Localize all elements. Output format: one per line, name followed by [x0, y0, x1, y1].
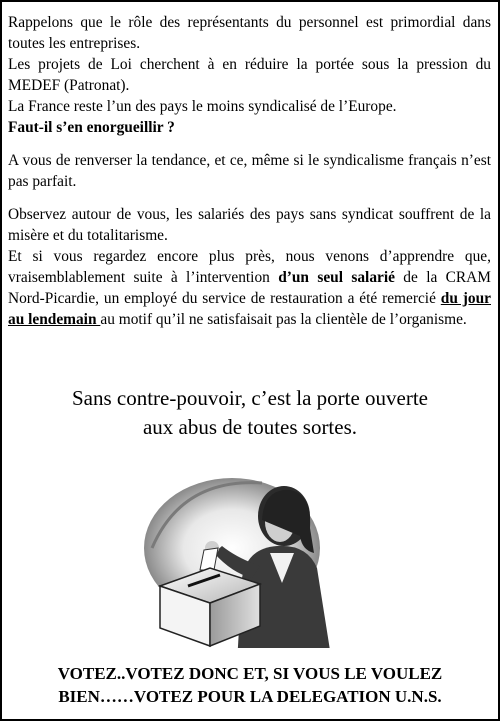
voting-ballot-box-icon	[142, 458, 362, 648]
call-to-action	[2, 662, 498, 708]
paragraph-observe: Observez autour de vous, les salariés des pays sans syndicat souffrent de la misère et du totalitarisme.	[8, 206, 491, 244]
body-text	[8, 12, 491, 330]
question-line: Faut-il s’en enorgueillir ?	[8, 119, 175, 136]
paragraph-reverse-trend: A vous de renverser la tendance, et ce, même si le syndicalisme français n’est pas parfait.	[8, 152, 491, 190]
paragraph-law-projects: Les projets de Loi cherchent à en réduire la portée sous la pression du MEDEF (Patronat).	[8, 56, 491, 94]
slogan-line-1: Sans contre-pouvoir, c’est la porte ouverte	[71, 386, 429, 410]
paragraph-france: La France reste l’un des pays le moins syndicalisé de l’Europe.	[8, 98, 397, 115]
cram-text-1: Et si vous regardez encore plus près, nous venons d’apprendre que, vraisemblablement suite à l’intervention	[8, 248, 491, 286]
paragraph-cram	[8, 246, 491, 330]
cram-text-2: de la CRAM Nord-Picardie, un employé du service de restauration a été remercié	[8, 269, 491, 307]
cram-text-3: au motif qu’il ne satisfaisait pas la clientèle de l’organisme.	[100, 311, 467, 328]
slogan	[2, 384, 498, 442]
cram-bold-salarie: d’un seul salarié	[278, 269, 395, 286]
call-line-2: BIEN……VOTEZ POUR LA DELEGATION U.N.S.	[58, 687, 442, 706]
cram-bold-lendemain: du jour au lendemain	[8, 290, 491, 328]
slogan-line-2: aux abus de toutes sortes.	[142, 415, 358, 439]
call-line-1: VOTEZ..VOTEZ DONC ET, SI VOUS LE VOULEZ	[57, 664, 443, 683]
paragraph-role: Rappelons que le rôle des représentants du personnel est primordial dans toutes les entreprises.	[8, 14, 491, 52]
